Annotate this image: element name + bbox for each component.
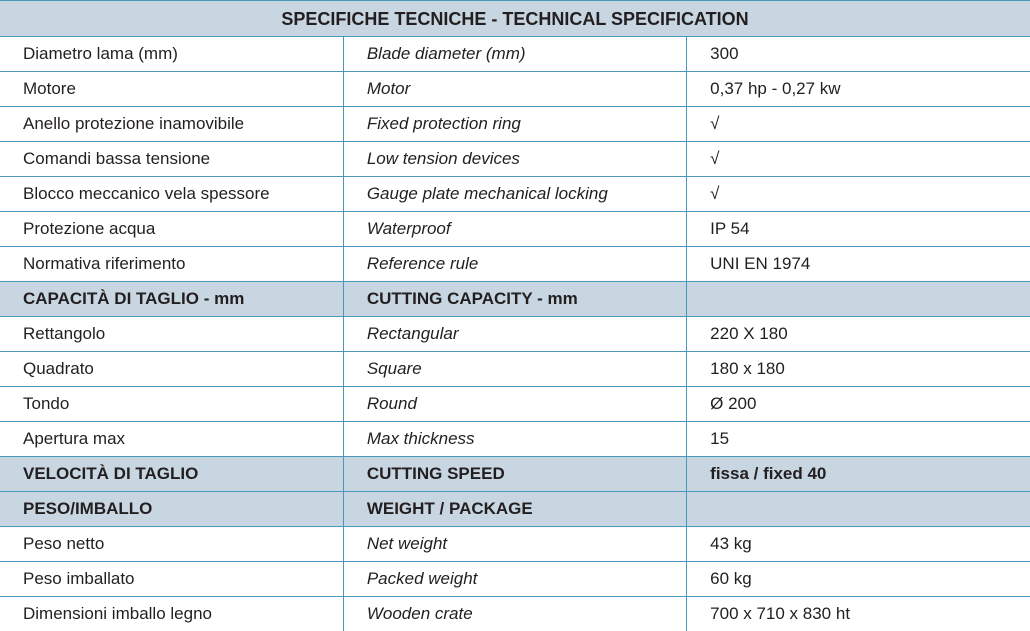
- value-cell: √: [687, 142, 1030, 177]
- table-row: [0, 562, 1030, 597]
- italian-label-cell: Peso imballato: [0, 562, 343, 597]
- table-title-row: [0, 1, 1030, 37]
- english-label-cell: Packed weight: [343, 562, 686, 597]
- table-row: [0, 177, 1030, 212]
- english-label-cell: Waterproof: [343, 212, 686, 247]
- italian-label-cell: PESO/IMBALLO: [0, 492, 343, 527]
- italian-label-cell: Quadrato: [0, 352, 343, 387]
- table-row: [0, 597, 1030, 631]
- italian-label-cell: Diametro lama (mm): [0, 37, 343, 72]
- table-row: [0, 317, 1030, 352]
- table-row: [0, 142, 1030, 177]
- english-label-cell: Fixed protection ring: [343, 107, 686, 142]
- value-cell: 700 x 710 x 830 ht: [687, 597, 1030, 631]
- italian-label-cell: Protezione acqua: [0, 212, 343, 247]
- italian-label-cell: Rettangolo: [0, 317, 343, 352]
- value-cell: fissa / fixed 40: [687, 457, 1030, 492]
- italian-label-cell: Motore: [0, 72, 343, 107]
- value-cell: Ø 200: [687, 387, 1030, 422]
- spec-table-body: [0, 1, 1030, 631]
- value-cell: UNI EN 1974: [687, 247, 1030, 282]
- section-header-row: [0, 457, 1030, 492]
- table-row: [0, 37, 1030, 72]
- italian-label-cell: Normativa riferimento: [0, 247, 343, 282]
- english-label-cell: Rectangular: [343, 317, 686, 352]
- value-cell: [687, 282, 1030, 317]
- italian-label-cell: Dimensioni imballo legno: [0, 597, 343, 631]
- table-row: [0, 247, 1030, 282]
- value-cell: 0,37 hp - 0,27 kw: [687, 72, 1030, 107]
- value-cell: 220 X 180: [687, 317, 1030, 352]
- english-label-cell: Blade diameter (mm): [343, 37, 686, 72]
- value-cell: 60 kg: [687, 562, 1030, 597]
- table-title: SPECIFICHE TECNICHE - TECHNICAL SPECIFICATION: [0, 1, 1030, 37]
- english-label-cell: Net weight: [343, 527, 686, 562]
- value-cell: 43 kg: [687, 527, 1030, 562]
- value-cell: 300: [687, 37, 1030, 72]
- table-row: [0, 72, 1030, 107]
- italian-label-cell: Anello protezione inamovibile: [0, 107, 343, 142]
- table-row: [0, 212, 1030, 247]
- italian-label-cell: Tondo: [0, 387, 343, 422]
- value-cell: IP 54: [687, 212, 1030, 247]
- value-cell: 15: [687, 422, 1030, 457]
- english-label-cell: Square: [343, 352, 686, 387]
- english-label-cell: WEIGHT / PACKAGE: [343, 492, 686, 527]
- english-label-cell: Motor: [343, 72, 686, 107]
- italian-label-cell: Peso netto: [0, 527, 343, 562]
- section-header-row: [0, 282, 1030, 317]
- italian-label-cell: VELOCITÀ DI TAGLIO: [0, 457, 343, 492]
- italian-label-cell: CAPACITÀ DI TAGLIO - mm: [0, 282, 343, 317]
- table-row: [0, 387, 1030, 422]
- english-label-cell: CUTTING CAPACITY - mm: [343, 282, 686, 317]
- italian-label-cell: Comandi bassa tensione: [0, 142, 343, 177]
- table-row: [0, 527, 1030, 562]
- value-cell: [687, 492, 1030, 527]
- table-row: [0, 107, 1030, 142]
- english-label-cell: Gauge plate mechanical locking: [343, 177, 686, 212]
- value-cell: √: [687, 177, 1030, 212]
- table-row: [0, 422, 1030, 457]
- table-row: [0, 352, 1030, 387]
- english-label-cell: CUTTING SPEED: [343, 457, 686, 492]
- english-label-cell: Max thickness: [343, 422, 686, 457]
- italian-label-cell: Blocco meccanico vela spessore: [0, 177, 343, 212]
- english-label-cell: Wooden crate: [343, 597, 686, 631]
- english-label-cell: Reference rule: [343, 247, 686, 282]
- english-label-cell: Round: [343, 387, 686, 422]
- section-header-row: [0, 492, 1030, 527]
- english-label-cell: Low tension devices: [343, 142, 686, 177]
- value-cell: √: [687, 107, 1030, 142]
- italian-label-cell: Apertura max: [0, 422, 343, 457]
- value-cell: 180 x 180: [687, 352, 1030, 387]
